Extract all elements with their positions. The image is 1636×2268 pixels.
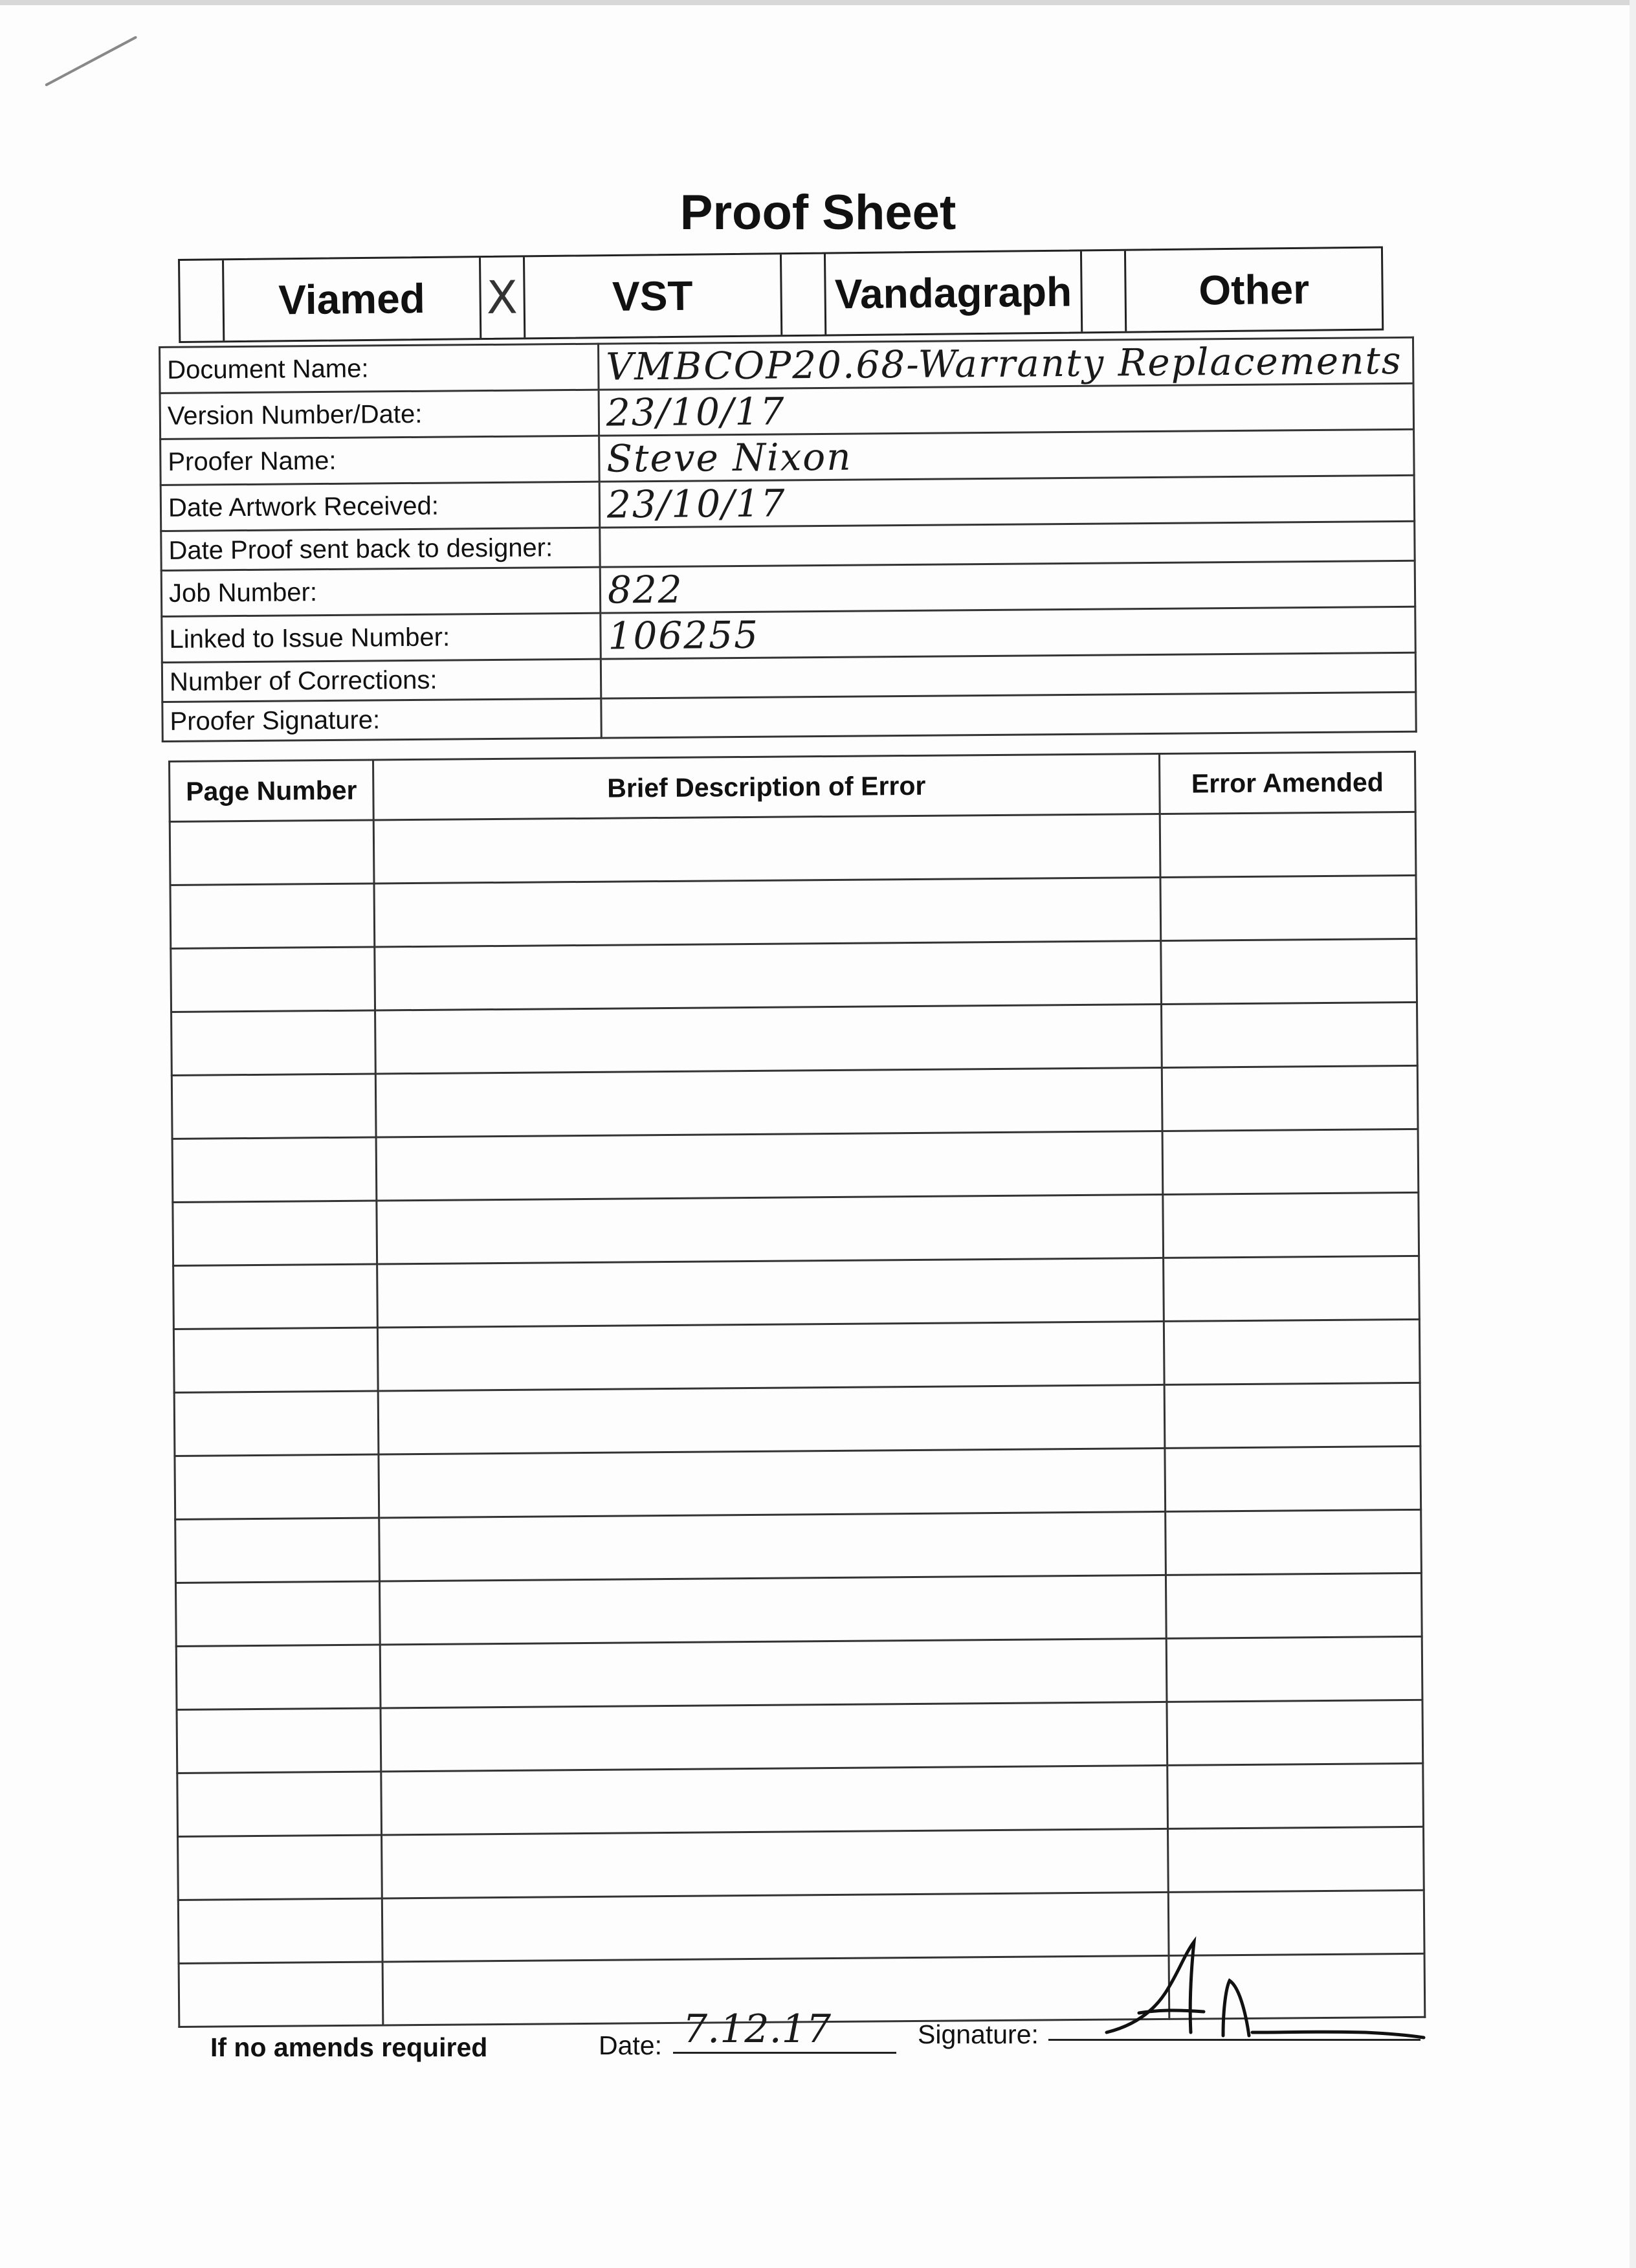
description-cell[interactable] <box>381 1765 1168 1835</box>
page-number-cell[interactable] <box>179 1962 383 2027</box>
table-row <box>175 1509 1422 1583</box>
error-amended-cell[interactable] <box>1167 1763 1424 1829</box>
page-number-cell[interactable] <box>178 1835 382 1900</box>
column-header-page-number: Page Number <box>170 760 374 821</box>
table-row <box>170 812 1416 885</box>
info-label: Document Name: <box>160 344 599 393</box>
info-value[interactable]: Steve Nixon <box>599 429 1415 482</box>
info-value[interactable]: 23/10/17 <box>599 475 1415 528</box>
info-label: Linked to Issue Number: <box>162 613 601 662</box>
errors-table <box>168 751 1426 2028</box>
table-row <box>176 1636 1422 1709</box>
errors-body <box>170 812 1425 2027</box>
error-amended-cell[interactable] <box>1162 1129 1419 1194</box>
table-row <box>174 1383 1420 1456</box>
handwritten-signature[interactable] <box>1094 1935 1430 2052</box>
info-value[interactable] <box>600 521 1415 567</box>
description-cell[interactable] <box>382 1829 1169 1898</box>
table-row <box>175 1573 1422 1646</box>
page-number-cell[interactable] <box>177 1772 382 1836</box>
description-cell[interactable] <box>378 1384 1165 1454</box>
table-row <box>171 939 1417 1012</box>
description-cell[interactable] <box>382 1892 1169 1962</box>
error-amended-cell[interactable] <box>1162 1002 1418 1067</box>
error-amended-cell[interactable] <box>1160 812 1416 877</box>
description-cell[interactable] <box>377 1194 1164 1264</box>
column-header-error-amended: Error Amended <box>1159 751 1415 814</box>
brand-label-vandagraph: Vandagraph <box>825 251 1083 334</box>
description-cell[interactable] <box>376 1131 1163 1201</box>
page-number-cell[interactable] <box>171 1010 376 1075</box>
page-number-cell[interactable] <box>176 1645 381 1709</box>
info-label: Proofer Signature: <box>162 698 601 741</box>
info-label: Date Artwork Received: <box>160 482 600 531</box>
info-value[interactable]: 23/10/17 <box>599 383 1414 436</box>
date-line <box>673 2052 896 2054</box>
page-number-cell[interactable] <box>175 1454 379 1519</box>
error-amended-cell[interactable] <box>1166 1636 1422 1702</box>
pen-mark <box>45 36 137 87</box>
page-number-cell[interactable] <box>178 1898 382 1963</box>
error-amended-cell[interactable] <box>1164 1383 1420 1448</box>
page-number-cell[interactable] <box>172 1137 377 1202</box>
brand-checkbox-vst[interactable]: X <box>481 257 525 338</box>
brand-label-vst: VST <box>525 254 782 337</box>
error-amended-cell[interactable] <box>1161 939 1417 1004</box>
page-number-cell[interactable] <box>170 884 375 948</box>
brand-label-viamed: Viamed <box>224 258 481 340</box>
info-label: Version Number/Date: <box>160 390 599 439</box>
table-row <box>178 1827 1424 1900</box>
signature-label: Signature: <box>918 2019 1039 2049</box>
error-amended-cell[interactable] <box>1167 1700 1423 1765</box>
error-amended-cell[interactable] <box>1164 1256 1420 1321</box>
info-value[interactable]: VMBCOP20.68-Warranty Replacements <box>598 337 1413 390</box>
column-header-description: Brief Description of Error <box>373 753 1160 820</box>
errors-header-row <box>170 751 1416 821</box>
no-amends-label: If no amends required <box>210 2032 488 2062</box>
error-amended-cell[interactable] <box>1165 1446 1421 1511</box>
description-cell[interactable] <box>375 940 1162 1010</box>
date-label: Date: <box>599 2030 662 2060</box>
page-title: Proof Sheet <box>680 185 956 240</box>
table-row <box>175 1446 1421 1519</box>
table-row <box>177 1700 1423 1773</box>
error-amended-cell[interactable] <box>1162 1065 1418 1131</box>
page-number-cell[interactable] <box>173 1201 377 1265</box>
table-row <box>177 1763 1424 1836</box>
table-row <box>172 1129 1419 1202</box>
info-value[interactable]: 822 <box>600 561 1415 613</box>
page-number-cell[interactable] <box>173 1328 378 1392</box>
date-value[interactable]: 7.12.17 <box>683 2007 832 2052</box>
scan-edge <box>1630 0 1636 2268</box>
description-cell[interactable] <box>374 877 1161 947</box>
info-label: Job Number: <box>161 567 601 616</box>
page-number-cell[interactable] <box>177 1708 381 1773</box>
table-row <box>171 1002 1418 1075</box>
page-number-cell[interactable] <box>171 1074 376 1139</box>
error-amended-cell[interactable] <box>1163 1192 1419 1258</box>
description-cell[interactable] <box>377 1258 1164 1328</box>
page-number-cell[interactable] <box>173 1264 378 1329</box>
brand-checkbox-vandagraph[interactable] <box>781 254 826 335</box>
description-cell[interactable] <box>379 1448 1166 1518</box>
description-cell[interactable] <box>375 1067 1162 1137</box>
info-value[interactable]: 106255 <box>601 606 1416 659</box>
table-row <box>173 1319 1420 1392</box>
error-amended-cell[interactable] <box>1166 1573 1422 1638</box>
info-value[interactable] <box>601 692 1416 738</box>
brand-selector <box>178 247 1384 343</box>
page-number-cell[interactable] <box>175 1518 380 1583</box>
page-number-cell[interactable] <box>174 1391 379 1456</box>
brand-label-other: Other <box>1198 265 1310 314</box>
description-cell[interactable] <box>377 1321 1164 1391</box>
scan-edge <box>0 0 1636 5</box>
table-row <box>173 1256 1420 1329</box>
description-cell[interactable] <box>379 1511 1166 1581</box>
page-number-cell[interactable] <box>175 1581 380 1646</box>
description-cell[interactable] <box>375 1004 1162 1074</box>
error-amended-cell[interactable] <box>1166 1509 1422 1575</box>
error-amended-cell[interactable] <box>1168 1827 1424 1892</box>
page-number-cell[interactable] <box>170 820 374 885</box>
description-cell[interactable] <box>379 1575 1166 1645</box>
table-row <box>173 1192 1419 1265</box>
info-table <box>159 337 1417 742</box>
table-row <box>170 875 1417 948</box>
brand-checkbox-viamed[interactable] <box>180 260 225 341</box>
page-number-cell[interactable] <box>171 947 375 1012</box>
description-cell[interactable] <box>380 1638 1167 1708</box>
info-label: Proofer Name: <box>160 436 600 485</box>
info-value[interactable] <box>601 652 1415 698</box>
description-cell[interactable] <box>381 1702 1167 1772</box>
error-amended-cell[interactable] <box>1164 1319 1420 1384</box>
error-amended-cell[interactable] <box>1160 875 1417 940</box>
info-label: Number of Corrections: <box>162 659 601 702</box>
info-label: Date Proof sent back to designer: <box>161 528 600 570</box>
table-row <box>171 1065 1418 1139</box>
description-cell[interactable] <box>373 814 1160 884</box>
brand-checkbox-other[interactable] <box>1082 251 1127 332</box>
